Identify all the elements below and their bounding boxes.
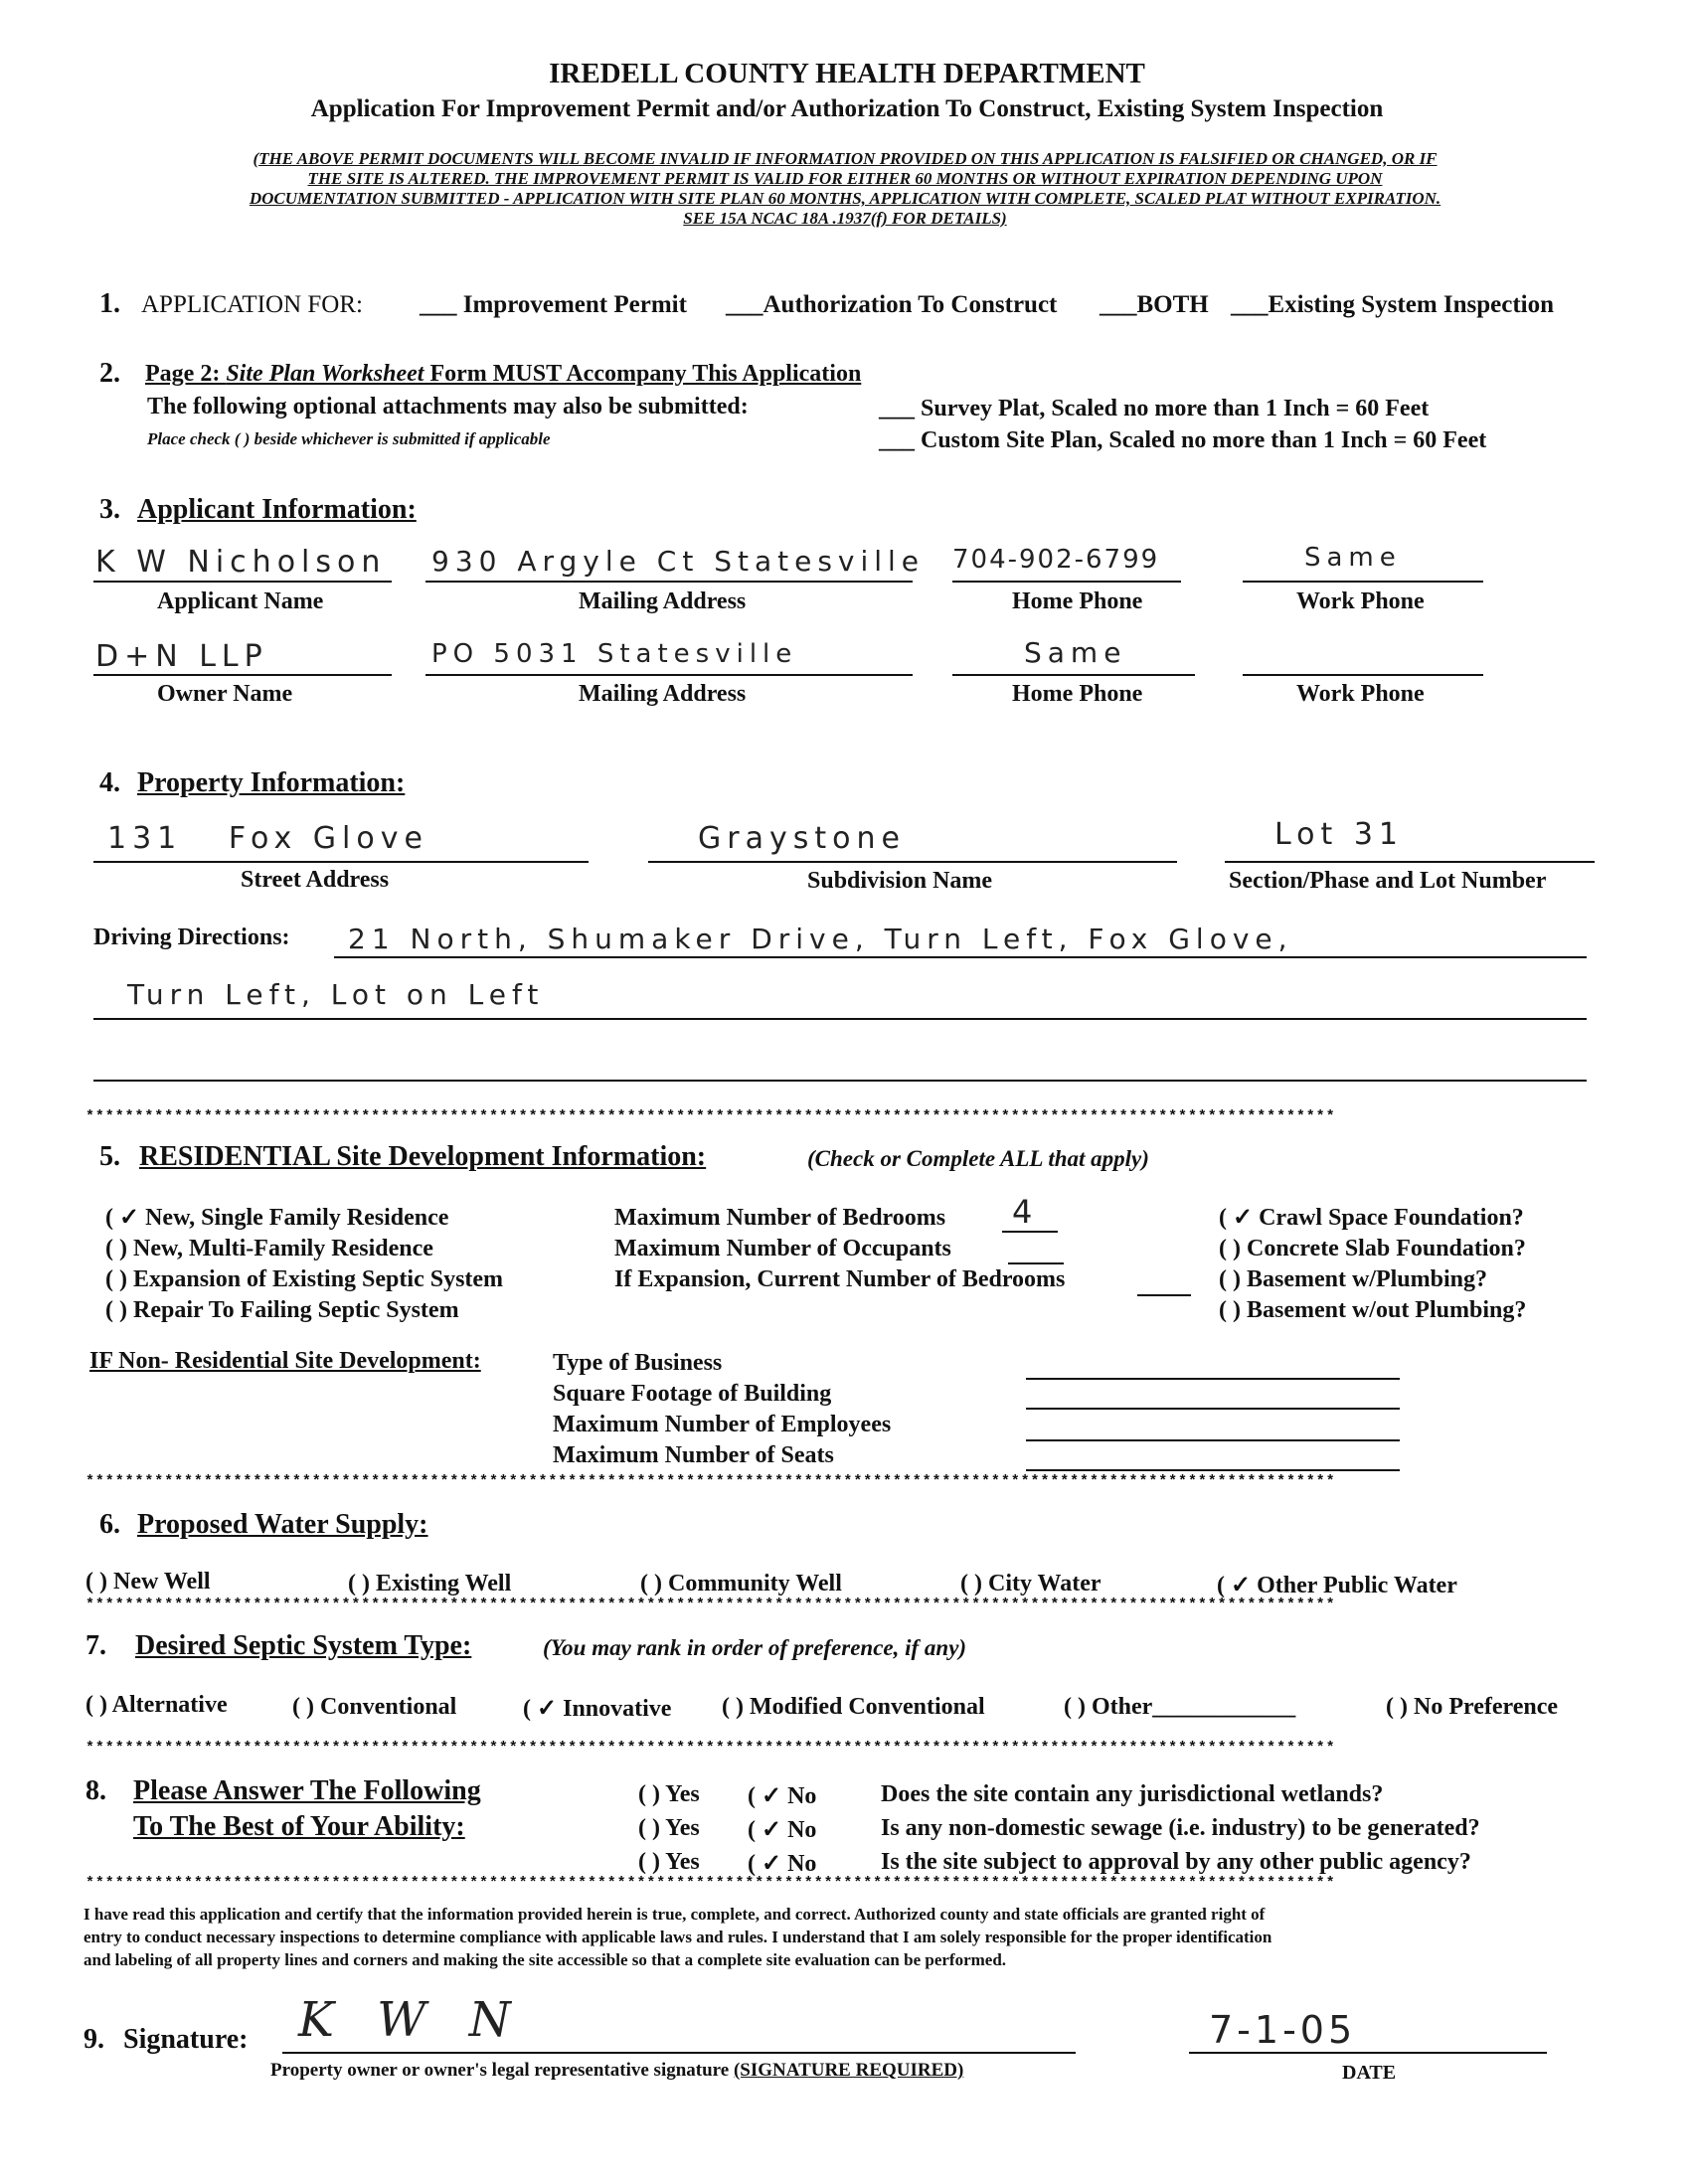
applicant-address-value[interactable]: 930 Argyle Ct Statesville <box>431 545 926 578</box>
applicant-name-line <box>93 581 392 583</box>
site-plan-notice-b: Site Plan Worksheet <box>226 361 424 387</box>
section-5-number: 5. <box>99 1141 120 1172</box>
section-4-number: 4. <box>99 767 120 798</box>
custom-site-plan-option[interactable]: ___ Custom Site Plan, Scaled no more than 1 Inch = 60 Feet <box>879 427 1487 453</box>
improvement-permit-option[interactable]: ___ Improvement Permit <box>420 291 687 318</box>
date-value[interactable]: 7-1-05 <box>1209 2008 1357 2052</box>
applicant-work-phone-value[interactable]: Same <box>1304 543 1402 573</box>
section-2-number: 2. <box>99 358 120 389</box>
form-subtitle: Application For Improvement Permit and/or Authorization To Construct, Existing System Inspection <box>310 95 1384 122</box>
driving-directions-line-2[interactable]: Turn Left, Lot on Left <box>127 978 545 1011</box>
section-9-number: 9. <box>84 2024 104 2055</box>
owner-address-value[interactable]: PO 5031 Statesville <box>431 639 798 669</box>
certification-line: entry to conduct necessary inspections to determine compliance with applicable laws and rules. I understand that I am solely responsible for the proper identification <box>84 1928 1272 1946</box>
directions-line-2 <box>93 1018 1587 1020</box>
new-well-checkbox[interactable]: ( ) New Well <box>85 1569 211 1595</box>
existing-inspection-option[interactable]: ___Existing System Inspection <box>1231 291 1555 318</box>
city-water-checkbox[interactable]: ( ) City Water <box>960 1571 1101 1596</box>
section-3-number: 3. <box>99 494 120 525</box>
no-preference-checkbox[interactable]: ( ) No Preference <box>1386 1694 1559 1720</box>
current-bedrooms-label: If Expansion, Current Number of Bedrooms <box>614 1266 1066 1292</box>
max-occupants-label: Maximum Number of Occupants <box>614 1236 951 1261</box>
owner-name-label: Owner Name <box>157 681 293 707</box>
max-bedrooms-label: Maximum Number of Bedrooms <box>614 1205 946 1231</box>
separator-stars: ******************************************************************************************************************************* <box>85 1740 1336 1757</box>
disclaimer <box>60 149 1630 229</box>
agency-no[interactable]: ( ✓ No <box>748 1851 817 1877</box>
lot-number-line <box>1225 861 1595 863</box>
applicant-information-title: Applicant Information: <box>137 494 417 525</box>
septic-type-title: Desired Septic System Type: <box>135 1630 472 1661</box>
septic-type-note: (You may rank in order of preference, if any) <box>543 1635 967 1660</box>
type-of-business-line <box>1026 1378 1400 1380</box>
new-single-family-checkbox[interactable]: ( ✓ New, Single Family Residence <box>105 1205 449 1231</box>
application-for-label: APPLICATION FOR: <box>141 291 363 318</box>
repair-septic-checkbox[interactable]: ( ) Repair To Failing Septic System <box>105 1297 459 1323</box>
disclaimer-line: DOCUMENTATION SUBMITTED - APPLICATION WITH SITE PLAN 60 MONTHS, APPLICATION WITH COMPLETE, SCALED PLAT WITHOUT EXPIRATION. <box>249 189 1441 208</box>
max-seats-line <box>1026 1469 1400 1471</box>
subdivision-label: Subdivision Name <box>807 868 993 894</box>
owner-home-phone-label: Home Phone <box>1012 681 1143 707</box>
separator-stars: ******************************************************************************************************************************* <box>85 1108 1336 1125</box>
directions-line-3 <box>93 1080 1587 1082</box>
innovative-checkbox[interactable]: ( ✓ Innovative <box>523 1696 672 1722</box>
modified-conventional-checkbox[interactable]: ( ) Modified Conventional <box>722 1694 985 1720</box>
water-supply-title: Proposed Water Supply: <box>137 1509 428 1540</box>
applicant-home-phone-label: Home Phone <box>1012 588 1143 614</box>
department-title: IREDELL COUNTY HEALTH DEPARTMENT <box>549 58 1145 89</box>
max-bedrooms-line <box>1002 1231 1058 1233</box>
signature-caption-a: Property owner or owner's legal representative signature <box>270 2060 734 2081</box>
separator-stars: ******************************************************************************************************************************* <box>85 1473 1336 1490</box>
non-residential-label: IF Non- Residential Site Development: <box>89 1348 481 1374</box>
square-footage-line <box>1026 1408 1400 1410</box>
residential-title: RESIDENTIAL Site Development Information: <box>139 1141 707 1172</box>
max-bedrooms-value[interactable]: 4 <box>1012 1193 1039 1231</box>
subdivision-line <box>648 861 1177 863</box>
certification-line: I have read this application and certify that the information provided herein is true, complete, and correct. Authorized county and state officials are granted right of <box>84 1905 1266 1924</box>
applicant-name-label: Applicant Name <box>157 588 324 614</box>
owner-work-phone-label: Work Phone <box>1296 681 1425 707</box>
owner-name-line <box>93 674 392 676</box>
street-address-label: Street Address <box>241 867 390 893</box>
site-plan-notice <box>145 361 861 388</box>
section-1-number: 1. <box>99 288 120 319</box>
optional-attachments: The following optional attachments may also be submitted: <box>147 394 749 420</box>
owner-name-value[interactable]: D+N LLP <box>95 639 268 674</box>
basement-plumbing-checkbox[interactable]: ( ) Basement w/Plumbing? <box>1219 1266 1487 1292</box>
wetlands-question: Does the site contain any jurisdictional wetlands? <box>881 1781 1384 1807</box>
alternative-checkbox[interactable]: ( ) Alternative <box>85 1692 228 1718</box>
sewage-no[interactable]: ( ✓ No <box>748 1817 817 1843</box>
date-line <box>1189 2052 1547 2054</box>
applicant-home-phone-value[interactable]: 704-902-6799 <box>952 545 1160 575</box>
agency-question: Is the site subject to approval by any other public agency? <box>881 1849 1471 1875</box>
max-employees-line <box>1026 1439 1400 1441</box>
new-multi-family-checkbox[interactable]: ( ) New, Multi-Family Residence <box>105 1236 433 1261</box>
square-footage-label: Square Footage of Building <box>553 1381 832 1407</box>
directions-line-1 <box>334 956 1587 958</box>
site-plan-notice-a: Page 2: <box>145 361 227 387</box>
non-residential-list <box>553 1348 891 1471</box>
foundation-list <box>1219 1203 1526 1326</box>
existing-well-checkbox[interactable]: ( ) Existing Well <box>348 1571 512 1596</box>
current-bedrooms-line <box>1137 1294 1191 1296</box>
certification-line: and labeling of all property lines and corners and making the site accessible so that a complete site evaluation can be performed. <box>84 1950 1007 1969</box>
basement-no-plumbing-checkbox[interactable]: ( ) Basement w/out Plumbing? <box>1219 1297 1527 1323</box>
section-7-number: 7. <box>85 1630 106 1661</box>
owner-address-line <box>425 674 913 676</box>
bedroom-occupant-list <box>614 1203 1065 1295</box>
signature-mark <box>298 1992 525 2048</box>
signature-label: Signature: <box>123 2024 249 2055</box>
expansion-septic-checkbox[interactable]: ( ) Expansion of Existing Septic System <box>105 1266 504 1292</box>
max-occupants-line <box>1008 1262 1064 1264</box>
questions-title-2: To The Best of Your Ability: <box>133 1811 465 1842</box>
other-public-water-checkbox[interactable]: ( ✓ Other Public Water <box>1217 1573 1457 1598</box>
residence-type-list <box>105 1203 503 1326</box>
section-6-number: 6. <box>99 1509 120 1540</box>
separator-stars: ******************************************************************************************************************************* <box>85 1875 1336 1892</box>
property-information-title: Property Information: <box>137 767 406 798</box>
signature-line <box>282 2052 1076 2054</box>
date-label: DATE <box>1342 2062 1397 2084</box>
concrete-slab-checkbox[interactable]: ( ) Concrete Slab Foundation? <box>1219 1236 1526 1261</box>
both-option[interactable]: ___BOTH <box>1100 291 1209 318</box>
questions-title-1: Please Answer The Following <box>133 1775 481 1806</box>
max-seats-label: Maximum Number of Seats <box>553 1442 834 1468</box>
owner-home-phone-line <box>952 674 1195 676</box>
signature-caption <box>270 2060 963 2082</box>
signature-scribble: K W N <box>298 1992 525 2048</box>
applicant-work-phone-line <box>1243 581 1483 583</box>
owner-work-phone-line <box>1243 674 1483 676</box>
disclaimer-line: SEE 15A NCAC 18A .1937(f) FOR DETAILS) <box>683 209 1007 228</box>
applicant-work-phone-label: Work Phone <box>1296 588 1425 614</box>
authorization-option[interactable]: ___Authorization To Construct <box>726 291 1058 318</box>
disclaimer-line: THE SITE IS ALTERED. THE IMPROVEMENT PERMIT IS VALID FOR EITHER 60 MONTHS OR WITHOUT EXPIRATION DEPENDING UPON <box>307 169 1383 188</box>
community-well-checkbox[interactable]: ( ) Community Well <box>640 1571 842 1596</box>
owner-home-phone-value[interactable]: Same <box>1024 636 1127 669</box>
driving-directions-label: Driving Directions: <box>93 924 290 950</box>
sewage-question: Is any non-domestic sewage (i.e. industry) to be generated? <box>881 1815 1480 1841</box>
driving-directions-line-1[interactable]: 21 North, Shumaker Drive, Turn Left, Fox Glove, <box>348 923 1293 955</box>
max-employees-label: Maximum Number of Employees <box>553 1412 892 1437</box>
owner-mailing-label: Mailing Address <box>579 681 747 707</box>
separator-stars: ******************************************************************************************************************************* <box>85 1596 1336 1613</box>
lot-number-value[interactable]: Lot 31 <box>1274 817 1405 852</box>
street-address-value[interactable]: 131 Fox Glove <box>107 821 428 856</box>
certification-text <box>84 1903 1614 1971</box>
site-plan-notice-c: Form MUST Accompany This Application <box>424 361 862 387</box>
residential-note: (Check or Complete ALL that apply) <box>807 1146 1149 1171</box>
wetlands-no[interactable]: ( ✓ No <box>748 1783 817 1809</box>
section-8-number: 8. <box>85 1775 106 1806</box>
signature-required-note: (SIGNATURE REQUIRED) <box>733 2060 964 2081</box>
type-of-business-label: Type of Business <box>553 1350 723 1376</box>
wetlands-yes[interactable]: ( ) Yes <box>638 1781 700 1807</box>
crawl-space-checkbox[interactable]: ( ✓ Crawl Space Foundation? <box>1219 1205 1524 1231</box>
applicant-home-phone-line <box>952 581 1181 583</box>
survey-plat-option[interactable]: ___ Survey Plat, Scaled no more than 1 Inch = 60 Feet <box>879 396 1430 421</box>
applicant-mailing-label: Mailing Address <box>579 588 747 614</box>
subdivision-value[interactable]: Graystone <box>698 821 906 856</box>
street-address-line <box>93 861 589 863</box>
lot-number-label: Section/Phase and Lot Number <box>1229 868 1547 894</box>
agency-yes[interactable]: ( ) Yes <box>638 1849 700 1875</box>
other-septic-checkbox[interactable]: ( ) Other____________ <box>1064 1694 1296 1720</box>
applicant-address-line <box>425 581 913 583</box>
applicant-name-value[interactable]: K W Nicholson <box>95 545 387 580</box>
conventional-checkbox[interactable]: ( ) Conventional <box>292 1694 457 1720</box>
place-check-note: Place check ( ) beside whichever is submitted if applicable <box>147 429 551 448</box>
disclaimer-line: (THE ABOVE PERMIT DOCUMENTS WILL BECOME INVALID IF INFORMATION PROVIDED ON THIS APPLICATION IS FALSIFIED OR CHANGED, OR IF <box>253 149 1438 168</box>
sewage-yes[interactable]: ( ) Yes <box>638 1815 700 1841</box>
